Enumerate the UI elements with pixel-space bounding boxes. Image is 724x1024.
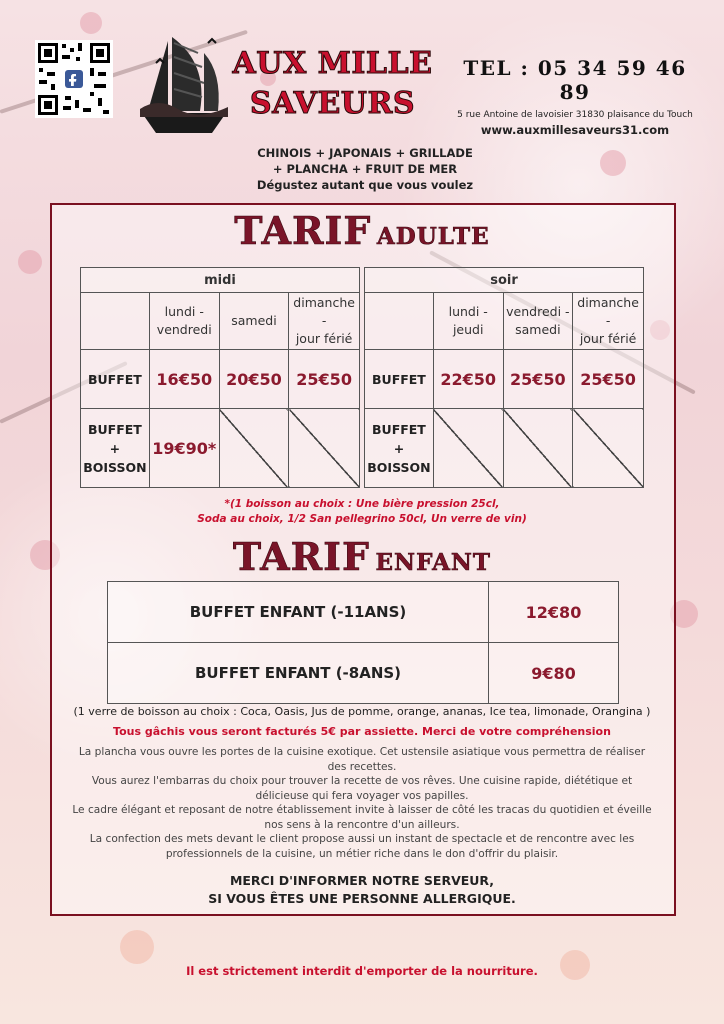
allergy-notice <box>52 872 672 908</box>
address: 5 rue Antoine de lavoisier 31830 plaisance du Touch <box>457 110 693 120</box>
cuisine-line1: CHINOIS + JAPONAIS + GRILLADE <box>257 146 473 160</box>
midi-col-sunday: dimanche - jour férié <box>289 293 360 350</box>
description-paragraph: La confection des mets devant le client propose aussi un instant de spectacle et de rencontre avec les professionnels de la cuisine, un métier riche dans le don d'offrir du plaisir. <box>89 833 635 860</box>
midi-empty-corner <box>81 293 150 350</box>
drink-footnote-line2: Soda au choix, 1/2 San pellegrino 50cl, Un verre de vin) <box>197 513 527 525</box>
midi-buffet-price-sunday: 25€50 <box>289 350 360 409</box>
drinks-note: (1 verre de boisson au choix : Coca, Oasis, Jus de pomme, orange, ananas, Ice tea, limonade, Orangina ) <box>73 705 651 718</box>
midi-unavailable-cell <box>289 409 360 488</box>
midi-buffet-label: BUFFET <box>81 350 150 409</box>
soir-price-table <box>364 267 644 488</box>
brand-line2: SAVEURS <box>249 86 416 121</box>
brand-title <box>225 44 440 124</box>
midi-buffet-drink-label: BUFFET + BOISSON <box>81 409 150 488</box>
midi-col-saturday: samedi <box>219 293 289 350</box>
table-row <box>108 643 619 704</box>
child-row-label: BUFFET ENFANT (-11ANS) <box>108 582 489 643</box>
ship-logo-icon <box>138 33 230 143</box>
child-row-label: BUFFET ENFANT (-8ANS) <box>108 643 489 704</box>
soir-col-sunday: dimanche - jour férié <box>573 293 644 350</box>
soir-col-weekday: lundi - jeudi <box>433 293 503 350</box>
drink-footnote <box>0 497 724 527</box>
adult-title-small: ADULTE <box>376 223 490 250</box>
soir-unavailable-cell <box>573 409 644 488</box>
description <box>70 745 654 861</box>
child-row-price: 9€80 <box>489 643 619 704</box>
soir-buffet-price-weekday: 22€50 <box>433 350 503 409</box>
child-tariff-title <box>0 534 724 579</box>
contact-block <box>455 56 695 137</box>
takeaway-forbidden-notice: Il est strictement interdit d'emporter de la nourriture. <box>186 964 538 978</box>
child-title-small: ENFANT <box>375 549 492 576</box>
cuisine-line3: Dégustez autant que vous voulez <box>256 178 474 192</box>
adult-tariff-title <box>0 208 724 253</box>
brand-line1: AUX MILLE <box>232 46 433 81</box>
website-link[interactable]: www.auxmillesaveurs31.com <box>480 123 670 137</box>
soir-buffet-label: BUFFET <box>365 350 434 409</box>
phone-number[interactable]: TEL : 05 34 59 46 89 <box>463 56 687 104</box>
child-price-table <box>107 581 619 704</box>
description-paragraph: Vous aurez l'embarras du choix pour trouver la recette de vos rêves. Une cuisine rapide, diététique et délicieuse qui fera voyager vos papilles. <box>91 775 633 802</box>
soir-unavailable-cell <box>433 409 503 488</box>
qr-code-icon[interactable] <box>35 40 113 118</box>
description-paragraph: Le cadre élégant et reposant de notre établissement invite à laisser de côté les tracas du quotidien et éveille nos sens à la rencontre d'un ailleurs. <box>72 804 652 831</box>
midi-price-table <box>80 267 360 488</box>
adult-title-big: TARIF <box>234 208 372 253</box>
midi-unavailable-cell <box>219 409 289 488</box>
soir-buffet-price-sunday: 25€50 <box>573 350 644 409</box>
cuisine-line2: + PLANCHA + FRUIT DE MER <box>272 162 458 176</box>
soir-unavailable-cell <box>503 409 573 488</box>
soir-empty-corner <box>365 293 434 350</box>
cuisine-tagline <box>200 145 530 193</box>
soir-buffet-price-friday: 25€50 <box>503 350 573 409</box>
child-title-big: TARIF <box>232 534 370 579</box>
table-row <box>108 582 619 643</box>
midi-buffet-drink-price: 19€90* <box>149 409 219 488</box>
allergy-line2: SI VOUS ÊTES UNE PERSONNE ALLERGIQUE. <box>208 891 516 906</box>
midi-col-weekday: lundi - vendredi <box>149 293 219 350</box>
soir-col-friday: vendredi - samedi <box>503 293 573 350</box>
midi-header: midi <box>81 268 360 293</box>
waste-note: Tous gâchis vous seront facturés 5€ par assiette. Merci de votre compréhension <box>113 725 611 738</box>
soir-buffet-drink-label: BUFFET + BOISSON <box>365 409 434 488</box>
allergy-line1: MERCI D'INFORMER NOTRE SERVEUR, <box>229 873 495 888</box>
soir-header: soir <box>365 268 644 293</box>
midi-buffet-price-weekday: 16€50 <box>149 350 219 409</box>
description-paragraph: La plancha vous ouvre les portes de la cuisine exotique. Cet ustensile asiatique vous permettra de réaliser des recettes. <box>78 746 646 773</box>
drink-footnote-line1: *(1 boisson au choix : Une bière pression 25cl, <box>224 498 500 510</box>
child-row-price: 12€80 <box>489 582 619 643</box>
midi-buffet-price-saturday: 20€50 <box>219 350 289 409</box>
